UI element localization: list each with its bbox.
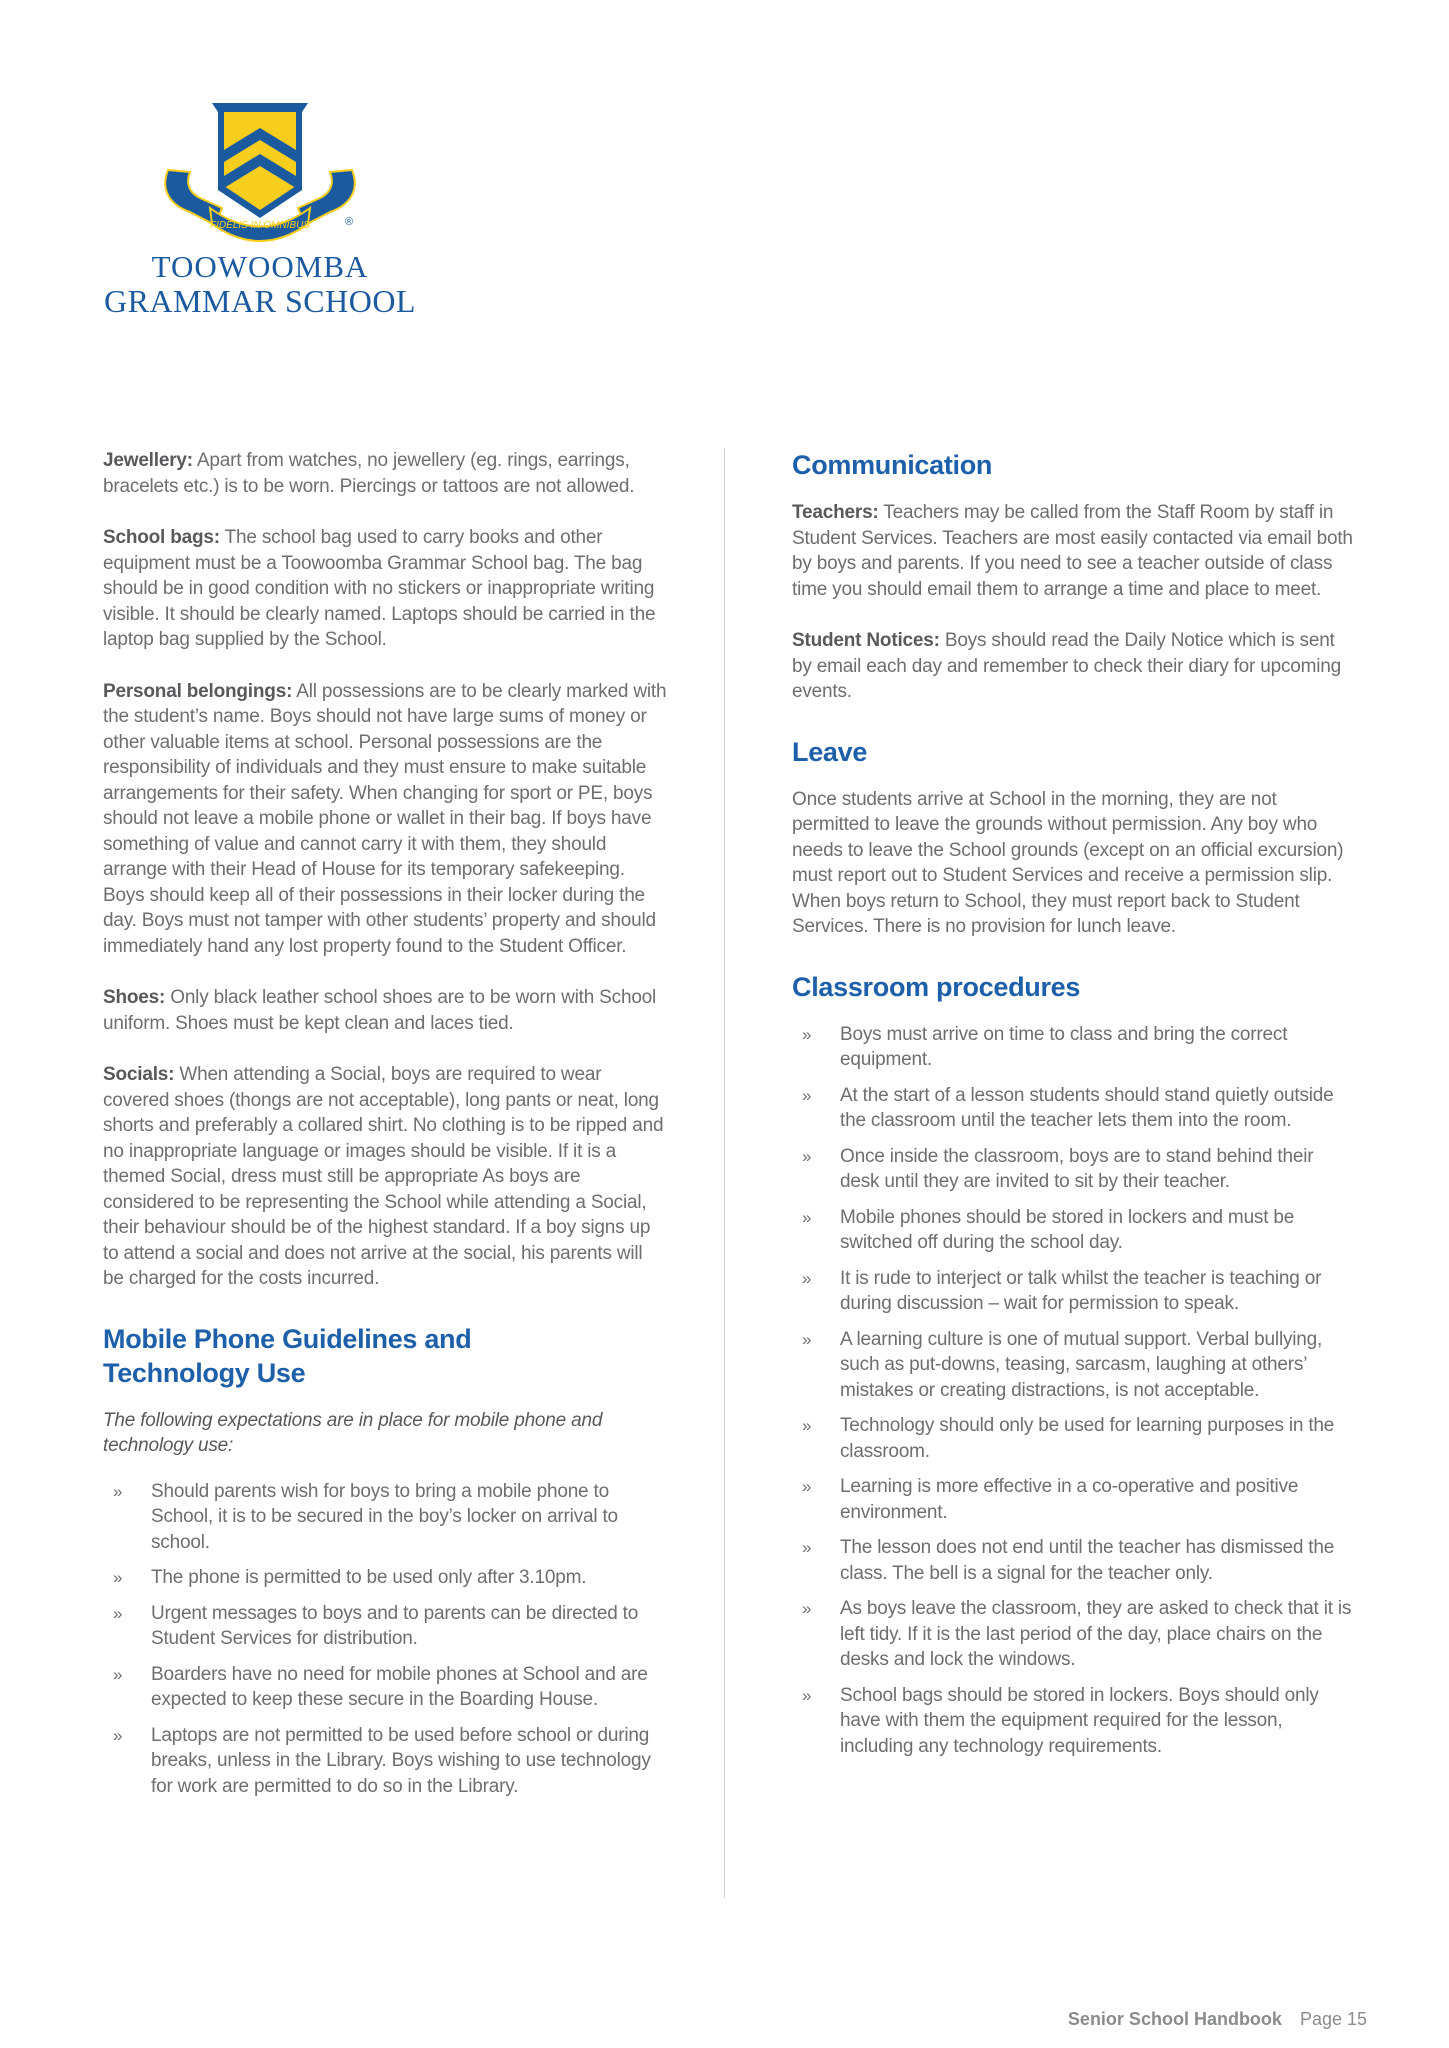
school-bags-paragraph: School bags: The school bag used to carry books and other equipment must be a Toowoomba Grammar School bag. The bag should be in good condition with no stickers or inappropriate writing visible. It should be clearly named. Laptops should be carried in the laptop bag supplied by the School. bbox=[103, 527, 656, 650]
list-item: » Urgent messages to boys and to parents can be directed to Student Services for distribution. bbox=[113, 1602, 639, 1649]
list-item: » Once inside the classroom, boys are to stand behind their desk until they are invited to sit by their teacher. bbox=[802, 1145, 1314, 1192]
personal-belongings-paragraph: Personal belongings: All possessions are to be clearly marked with the student’s name. Boys should not have large sums of money or other valuable items at school. Personal possessions are the responsibility of individuals and they must ensure to make suitable arrangements for their safety. When changing for sport or PE, boys should not leave a mobile phone or wallet in their bag. If boys have something of value and cannot carry it with them, they should arrange with their Head of House for its temporary safekeeping. Boys should keep all of their possessions in their locker during the day. Boys must not tamper with other students’ property and should immediately hand any lost property found to the Student Officer. bbox=[103, 680, 667, 957]
list-item: » Boarders have no need for mobile phones at School and are expected to keep these secure in the Boarding House. bbox=[113, 1663, 648, 1710]
list-item: » A learning culture is one of mutual support. Verbal bullying, such as put-downs, teasing, sarcasm, laughing at others’ mistakes or creating distractions, is not acceptable. bbox=[802, 1328, 1323, 1401]
page-footer bbox=[1068, 2009, 1367, 2030]
leave-paragraph: Once students arrive at School in the morning, they are not permitted to leave the grounds without permission. Any boy who needs to leave the School grounds (except on an official excursion) must report out to Student Services and receive a permission slip. When boys return to School, they must report back to Student Services. There is no provision for lunch leave. bbox=[792, 788, 1344, 937]
bullet-icon: » bbox=[802, 1146, 812, 1166]
handbook-title: Senior School Handbook bbox=[1067, 2009, 1282, 2029]
bullet-icon: » bbox=[113, 1481, 123, 1501]
mobile-phone-intro: The following expectations are in place for mobile phone and technology use: bbox=[103, 1409, 603, 1456]
bullet-icon: » bbox=[802, 1538, 812, 1557]
svg-text:FIDELIS IN OMNIBUS: FIDELIS IN OMNIBUS bbox=[209, 220, 311, 231]
list-item: » Should parents wish for boys to bring a mobile phone to School, it is to be secured in the boy’s locker on arrival to school. bbox=[113, 1480, 618, 1553]
mobile-phone-list bbox=[103, 1479, 668, 1800]
classroom-procedures-heading: Classroom procedures bbox=[792, 971, 1081, 1002]
bullet-icon: » bbox=[802, 1416, 812, 1435]
bullet-icon: » bbox=[802, 1207, 812, 1227]
school-crest-icon bbox=[160, 100, 360, 245]
bullet-icon: » bbox=[802, 1024, 812, 1044]
communication-heading: Communication bbox=[792, 450, 993, 480]
bullet-icon: » bbox=[802, 1329, 812, 1349]
list-item: » Learning is more effective in a co-operative and positive environment. bbox=[802, 1476, 1299, 1523]
list-item: » School bags should be stored in lockers. Boys should only have with them the equipment required for the lesson, including any technology requirements. bbox=[802, 1684, 1319, 1757]
list-item: » The lesson does not end until the teacher has dismissed the class. The bell is a signal for the teacher only. bbox=[802, 1537, 1335, 1584]
list-item: » As boys leave the classroom, they are asked to check that it is left tidy. If it is the last period of the day, place chairs on the desks and lock the windows. bbox=[802, 1598, 1352, 1670]
bullet-icon: » bbox=[113, 1603, 123, 1623]
list-item: » Laptops are not permitted to be used before school or during breaks, unless in the Library. Boys wishing to use technology for work are permitted to do so in the Library. bbox=[113, 1724, 651, 1797]
left-column bbox=[103, 448, 668, 1809]
shoes-paragraph: Shoes: Only black leather school shoes are to be worn with School uniform. Shoes must be kept clean and laces tied. bbox=[103, 987, 657, 1034]
socials-paragraph: Socials: When attending a Social, boys are required to wear covered shoes (thongs are not acceptable), long pants or neat, long shorts and preferably a collared shirt. No clothing is to be ripped and no inappropriate language or images should be visible. If it is a themed Social, dress must still be appropriate As boys are considered to be representing the School while attending a Social, their behaviour should be of the highest standard. If a boy signs up to attend a social and does not arrive at the social, his parents will be charged for the costs incurred. bbox=[103, 1064, 664, 1289]
list-item: » At the start of a lesson students should stand quietly outside the classroom until the teacher lets them into the room. bbox=[802, 1084, 1334, 1131]
list-item: » Technology should only be used for learning purposes in the classroom. bbox=[802, 1415, 1335, 1462]
list-item: » The phone is permitted to be used only after 3.10pm. bbox=[103, 1565, 668, 1591]
bullet-icon: » bbox=[113, 1664, 123, 1684]
bullet-icon: » bbox=[113, 1725, 123, 1745]
school-logo bbox=[100, 100, 420, 320]
mobile-phone-heading: Mobile Phone Guidelines and Technology Use bbox=[103, 1323, 472, 1388]
bullet-icon: » bbox=[802, 1685, 812, 1705]
bullet-icon: » bbox=[113, 1568, 123, 1587]
school-name-line2: GRAMMAR SCHOOL bbox=[104, 283, 416, 319]
bullet-icon: » bbox=[802, 1477, 812, 1496]
bullet-icon: » bbox=[802, 1599, 812, 1618]
bullet-icon: » bbox=[802, 1268, 812, 1288]
list-item: » Boys must arrive on time to class and bring the correct equipment. bbox=[802, 1023, 1288, 1070]
student-notices-paragraph: Student Notices: Boys should read the Daily Notice which is sent by email each day and remember to check their diary for upcoming events. bbox=[792, 630, 1342, 702]
bullet-icon: » bbox=[802, 1085, 812, 1105]
school-name bbox=[100, 250, 420, 318]
page-number: Page 15 bbox=[1299, 2009, 1367, 2029]
column-divider bbox=[724, 448, 725, 1898]
classroom-procedures-list bbox=[792, 1022, 1357, 1760]
teachers-paragraph: Teachers: Teachers may be called from the Staff Room by staff in Student Services. Teachers are most easily contacted via email both by boys and parents. If you need to see a teacher outside of class time you should email them to arrange a time and place to meet. bbox=[792, 502, 1353, 600]
list-item: » It is rude to interject or talk whilst the teacher is teaching or during discussion – wait for permission to speak. bbox=[802, 1267, 1322, 1314]
jewellery-paragraph: Jewellery: Apart from watches, no jewellery (eg. rings, earrings, bracelets etc.) is to be worn. Piercings or tattoos are not allowed. bbox=[103, 450, 635, 497]
school-name-line1: TOOWOOMBA bbox=[151, 249, 369, 284]
right-column bbox=[792, 448, 1357, 1769]
svg-text:®: ® bbox=[345, 216, 354, 228]
list-item: » Mobile phones should be stored in lockers and must be switched off during the school day. bbox=[802, 1206, 1295, 1253]
leave-heading: Leave bbox=[792, 736, 868, 767]
